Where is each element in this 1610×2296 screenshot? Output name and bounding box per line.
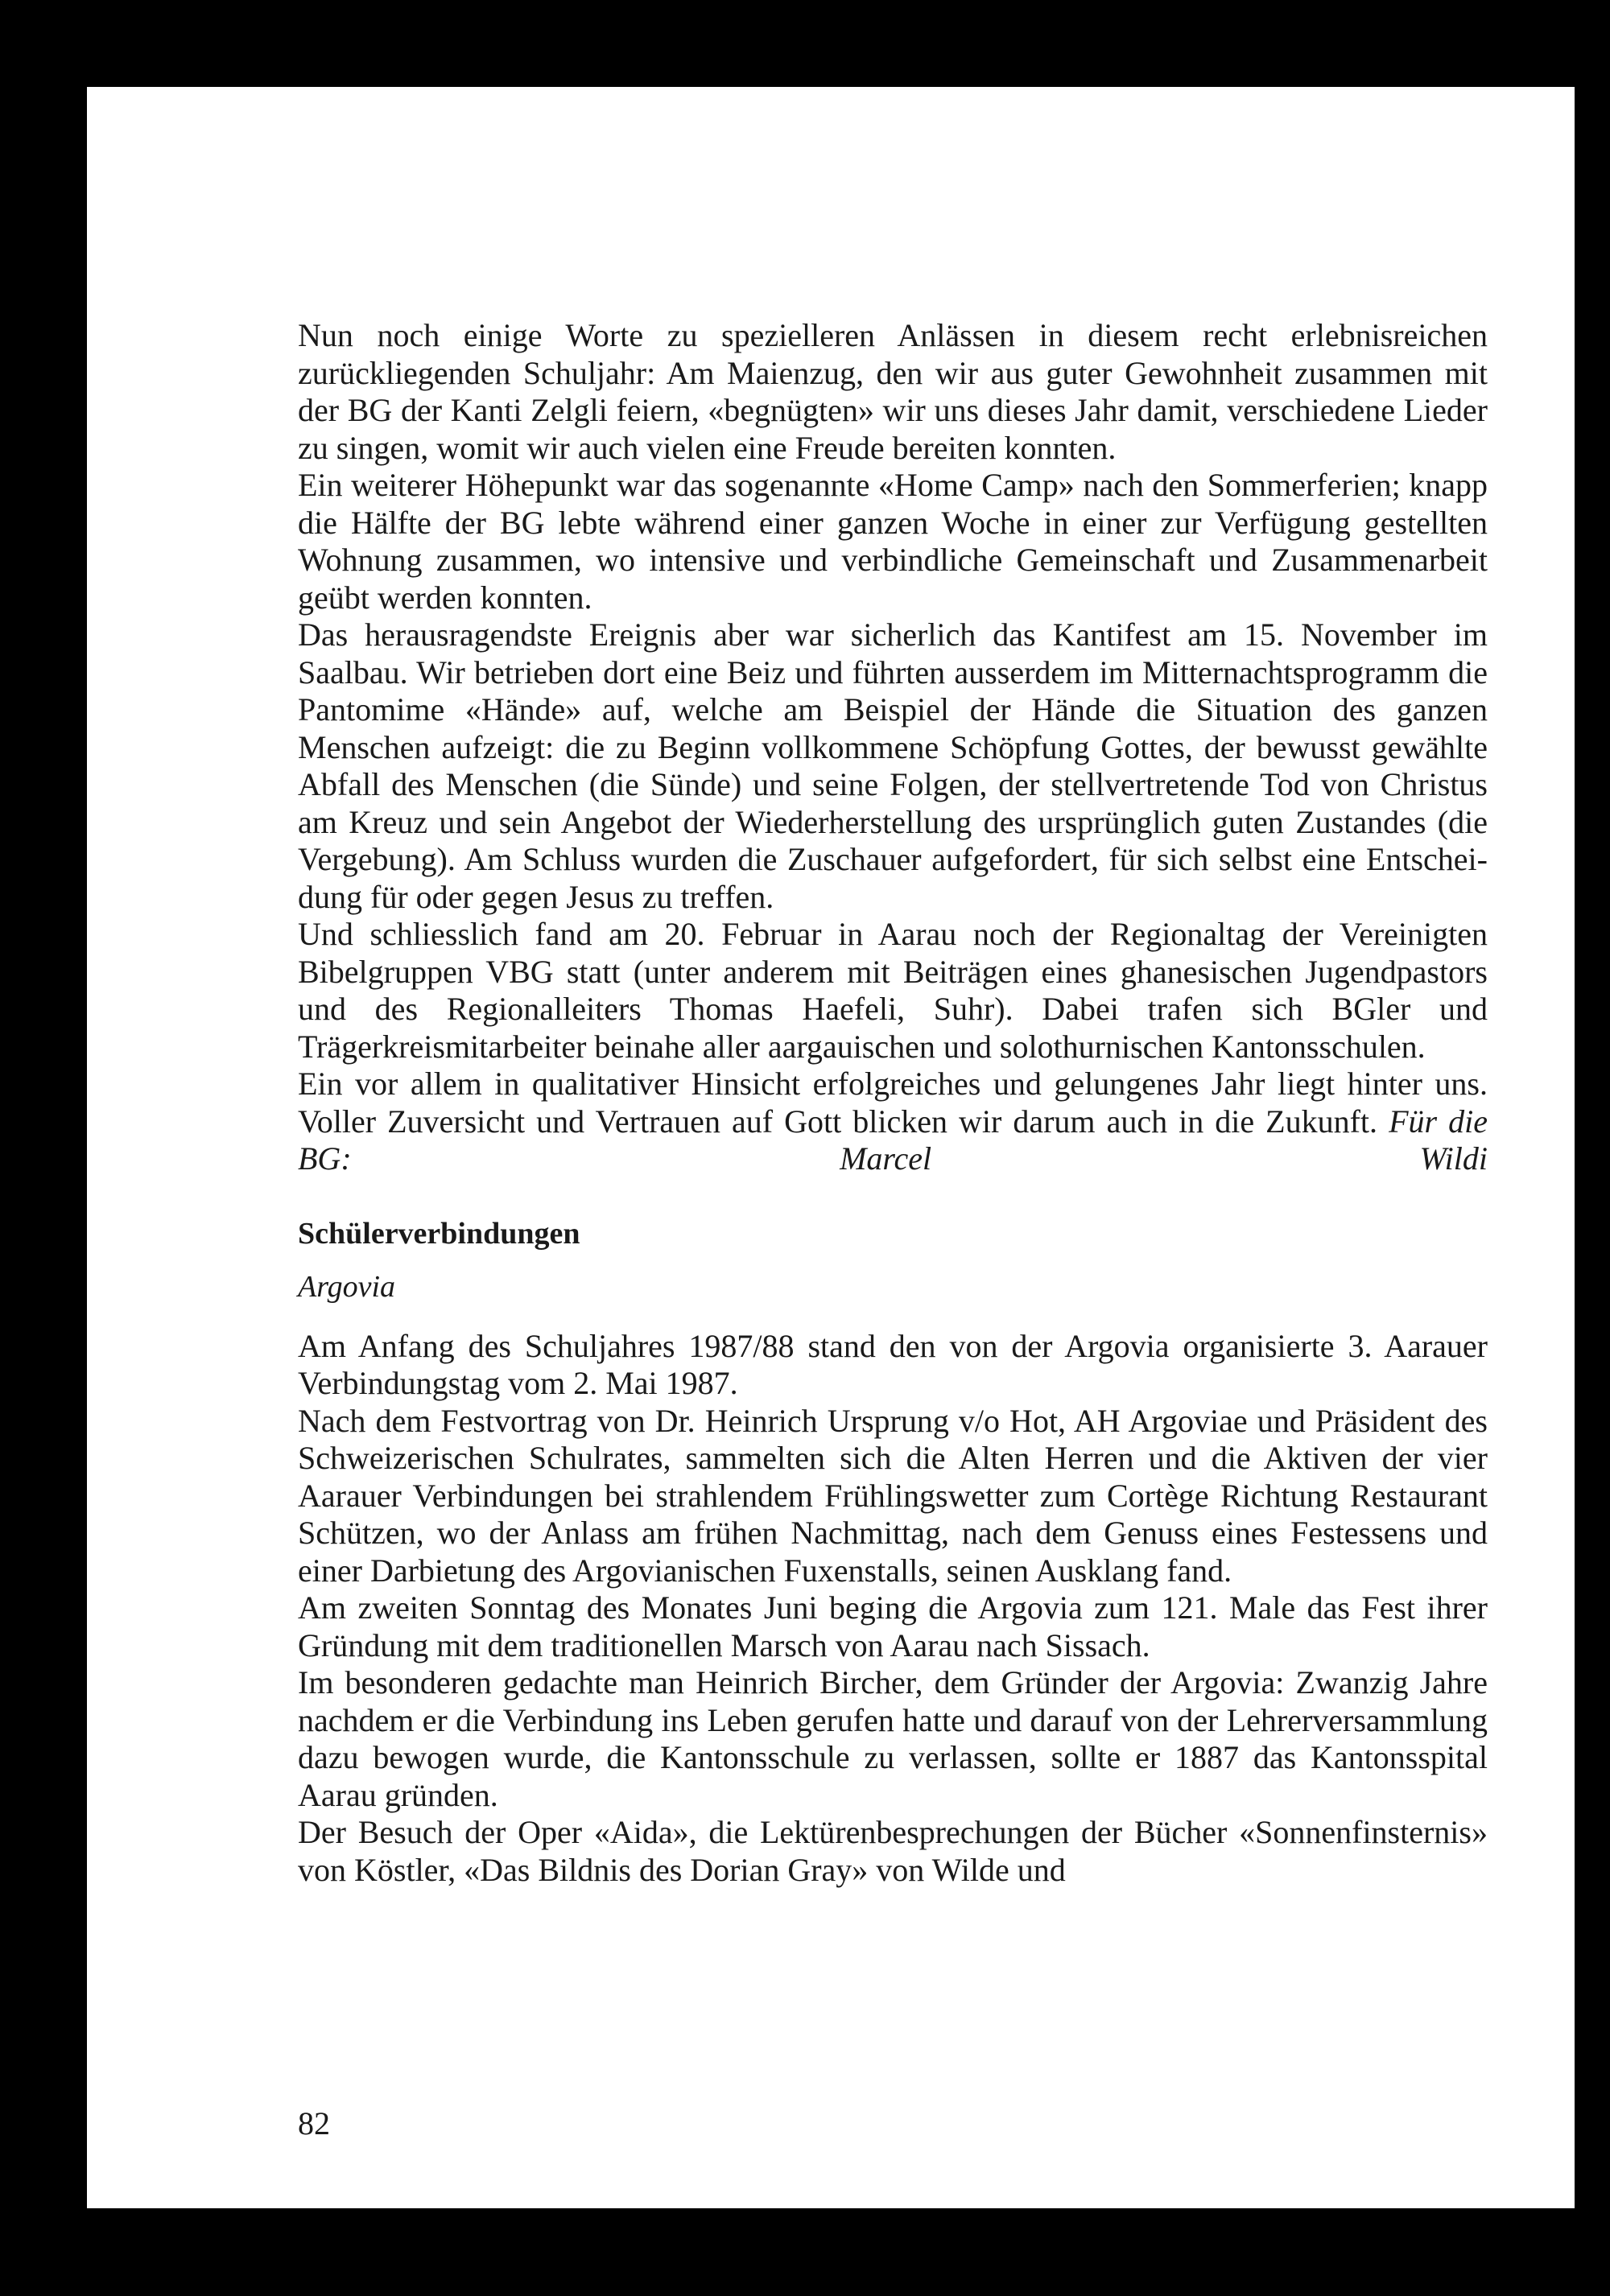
argovia-paragraph-1: Am Anfang des Schuljahres 1987/88 stand den von der Argovia organisierte 3. Aarauer Verbindungstag vom 2. Mai 1987. [298, 1327, 1488, 1401]
bg-closing-paragraph [298, 1066, 1488, 1178]
argovia-paragraph-3: Am zweiten Sonntag des Monates Juni beging die Argovia zum 121. Male das Fest ihrer Gründung mit dem traditionellen Marsch von Aarau nach Sissach. [298, 1589, 1488, 1663]
page-number: 82 [298, 2105, 330, 2141]
bg-paragraph-1: Nun noch einige Worte zu spezielleren Anlässen in diesem recht erlebnisreichen zurückliegenden Schuljahr: Am Maienzug, den wir aus guter Gewohnheit zusammen mit der BG der Kanti Zelgli feiern, «begnügten» wir uns dieses Jahr damit, verschiedene Lieder zu singen, womit wir auch vielen eine Freude bereiten konnten. [298, 317, 1488, 466]
section-heading: Schülerverbindungen [298, 1216, 580, 1251]
bg-paragraph-4: Und schliesslich fand am 20. Februar in Aarau noch der Regionaltag der Vereinigten Bibelgruppen VBG statt (unter anderem mit Beiträgen eines ghanesischen Jugendpastors und des Regionalleiters Thomas Haefeli, Suhr). Dabei trafen sich BGler und Trägerkreismitarbeiter beinahe aller aargauischen und solothurnischen Kantonsschulen. [298, 916, 1488, 1065]
bg-paragraph-2: Ein weiterer Höhepunkt war das sogenannte «Home Camp» nach den Sommerferien; knapp die Hälfte der BG lebte während einer ganzen Woche in einer zur Verfügung gestellten Wohnung zusammen, wo intensive und verbindliche Gemeinschaft und Zusammenarbeit geübt werden konnten. [298, 467, 1488, 616]
subsection-heading: Argovia [298, 1269, 396, 1304]
argovia-paragraph-2: Nach dem Festvortrag von Dr. Heinrich Ursprung v/o Hot, AH Argoviae und Präsident des Schweizerischen Schulrates, sammelten sich die Alten Herren und die Aktiven der vier Aarauer Verbindungen bei strahlendem Frühlingswetter zum Cortège Richtung Restaurant Schützen, wo der Anlass am frühen Nachmittag, nach dem Genuss eines Festessens und einer Darbietung des Argovianischen Fuxenstalls, seinen Ausklang fand. [298, 1402, 1488, 1589]
bg-signature: Für die BG: Marcel Wildi [298, 1103, 1488, 1177]
document-page [87, 87, 1575, 2208]
argovia-paragraph-5: Der Besuch der Oper «Aida», die Lektürenbesprechungen der Bücher «Sonnenfinsternis» von Köstler, «Das Bildnis des Dorian Gray» von Wilde und [298, 1814, 1488, 1888]
bg-closing-text: Ein vor allem in qualitativer Hinsicht erfolgreiches und gelungenes Jahr liegt hinter uns. Voller Zuversicht und Vertrauen auf Gott blicken wir darum auch in die Zukunft. [298, 1066, 1488, 1140]
argovia-paragraph-4: Im besonderen gedachte man Heinrich Bircher, dem Gründer der Argovia: Zwanzig Jahre nachdem er die Verbindung ins Leben gerufen hatte und darauf von der Lehrerversammlung dazu bewogen wurde, die Kantonsschule zu verlassen, sollte er 1887 das Kantonsspital Aarau gründen. [298, 1664, 1488, 1813]
text-block [298, 317, 1488, 1889]
bg-paragraph-3: Das herausragendste Ereignis aber war sicherlich das Kantifest am 15. November im Saalbau. Wir betrieben dort eine Beiz und führten ausserdem im Mitternachtsprogramm die Pantomime «Hände» auf, welche am Beispiel der Hände die Situation des ganzen Menschen aufzeigt: die zu Beginn vollkommene Schöpfung Gottes, der bewusst gewählte Abfall des Menschen (die Sünde) und seine Folgen, der stellvertretende Tod von Christus am Kreuz und sein Angebot der Wiederherstellung des ursprünglich guten Zustandes (die Vergebung). Am Schluss wurden die Zuschauer aufgefordert, für sich selbst eine Entscheidung für oder gegen Jesus zu treffen. [298, 616, 1488, 915]
